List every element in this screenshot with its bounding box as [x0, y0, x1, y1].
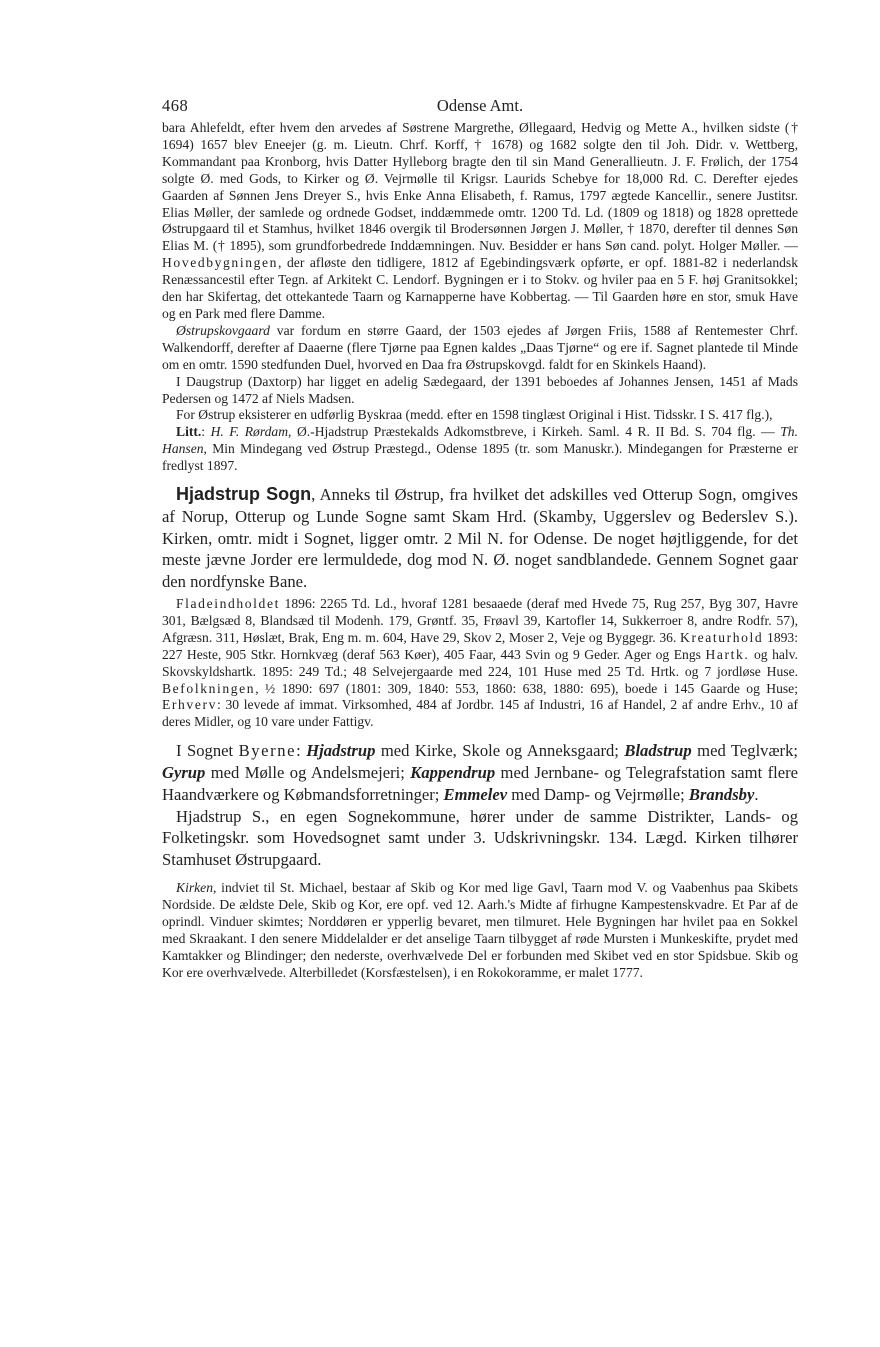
term-kreaturhold: Kreaturhold	[680, 629, 764, 645]
paragraph-administration: Hjadstrup S., en egen Sognekommune, hører under de samme Distrikter, Lands- og Folketingskr. som Hovedsognet samt under 3. Udskrivningskr. 134. Lægd. Kirken tilhører Stamhuset Østrupgaard.	[162, 806, 798, 870]
literature-author-2: Th. Hansen	[162, 424, 798, 457]
ostrupskovgaard-text: var fordum en større Gaard, der 1503 ejedes af Jørgen Friis, 1588 af Rentemester Chrf. Walkendorff, derefter af Daaerne (flere Tjørne paa Egnen kaldes „Daas Tjørne“ og ere if. Sagnet plantede til Minde om en omtr. 1590 stedfunden Duel, hvorved en Daa fra Østrupskovgd. faldt for en Skinkels Haand).	[162, 322, 798, 372]
literature-sep: :	[201, 424, 211, 440]
village-emmelev: Emmelev	[443, 784, 508, 804]
villages-text-4: med Jernbane- og Telegrafstation samt flere Haandværkere og Købmandsforretninger;	[162, 763, 798, 804]
term-ostrupskovgaard: Østrupskovgaard	[176, 322, 270, 338]
paragraph-church	[162, 880, 798, 981]
villages-text-3: med Mølle og Andelsmejeri;	[205, 763, 411, 783]
page-number: 468	[162, 96, 189, 115]
hjadstrup-sogn-text: , Anneks til Østrup, fra hvilket det adskilles ved Otterup Sogn, omgives af Norup, Otterup og Lunde Sogne samt Skam Hrd. (Skamby, Uggerslev og Bederslev S.). Kirken, omtr. midt i Sognet, ligger omtr. 2 Mil N. for Odense. De noget højtliggende, for det meste jævne Jorder ere lermuldede, dog mod N. Ø. noget sandblandede. Gennem Sognet gaar den nordfynske Bane.	[162, 485, 798, 592]
village-bladstrup: Bladstrup	[624, 741, 692, 761]
villages-text-1: med Kirke, Skole og Anneksgaard;	[375, 741, 625, 761]
term-hartk: Hartk.	[705, 646, 750, 662]
paragraph-ownership-history	[162, 120, 798, 323]
villages-intro: I Sognet	[176, 741, 239, 761]
paragraph-daugstrup: I Daugstrup (Daxtorp) har ligget en adelig Sædegaard, der 1391 beboedes af Johannes Jensen, 1451 af Mads Pedersen og 1472 af Niels Madsen.	[162, 373, 798, 406]
paragraph-ostrupskovgaard	[162, 323, 798, 374]
term-fladeindholdet: Fladeindholdet	[176, 596, 280, 612]
term-erhverv: Erhverv	[162, 697, 217, 713]
literature-text-2: , Min Mindegang ved Østrup Præstegd., Odense 1895 (tr. som Manuskr.). Mindegangen for Præsterne er fredlyst 1897.	[162, 441, 798, 474]
paragraph-statistics	[162, 596, 798, 731]
paragraph-villages	[162, 740, 798, 805]
villages-colon: :	[296, 741, 307, 761]
literature-text-1: , Ø.-Hjadstrup Præstekalds Adkomstbreve, i Kirkeh. Saml. 4 R. II Bd. S. 704 flg. —	[288, 424, 781, 440]
running-title: Odense Amt.	[436, 96, 524, 115]
term-byerne: Byerne	[238, 741, 297, 761]
term-kirken: Kirken	[176, 880, 213, 896]
villages-text-2: med Teglværk;	[691, 741, 798, 761]
section-heading: Hjadstrup Sogn	[176, 484, 312, 505]
statistics-text-2: 1893: 227 Heste, 905 Stkr. Hornkvæg (deraf 563 Køer), 405 Faar, 443 Svin og 9 Geder. Ager og Engs	[162, 629, 798, 662]
paragraph-literature	[162, 424, 798, 475]
village-brandsby: Brandsby	[688, 784, 755, 804]
statistics-text-1: 1896: 2265 Td. Ld., hvoraf 1281 besaaede (deraf med Hvede 75, Rug 257, Byg 307, Havre 301, Bælgsæd 8, Blandsæd til Modenh. 179, Grøntf. 35, Frøavl 39, Kartofler 14, Sukkerroer 8, andre Rodfr. 57), Afgræsn. 311, Høslæt, Brak, Eng m. m. 604, Have 29, Skov 2, Moser 2, Veje og Byggegr. 36.	[162, 596, 798, 645]
villages-text-5: med Damp- og Vejrmølle;	[507, 784, 689, 804]
statistics-text-3: og halv. Skovskyldshartk. 1895: 249 Td.; 48 Selvejergaarde med 224, 101 Huse med 25 Td. Hrtk. og 7 jordløse Huse.	[162, 646, 798, 679]
literature-author-1: H. F. Rørdam	[210, 424, 289, 440]
ownership-text: bara Ahlefeldt, efter hvem den arvedes af Søstrene Margrethe, Øllegaard, Hedvig og Mette A., hvilken sidste († 1694) 1657 blev Eneejer (g. m. Lieutn. Chrf. Korff, † 1678) og 1682 solgte den til Joh. Didr. v. Wettberg, Kommandant paa Kronborg, hvis Datter Hylleborg bragte den til sin Mand Generallieutn. J. F. Frølich, der 1754 solgte Ø. med Gods, to Kirker og Ø. Vejrmølle til Krigsr. Laurids Schebye for 18,000 Rd. C. Derefter ejedes Gaarden af Sønnen Jens Dreyer S., hvis Enke Anna Elisabeth, f. Ramus, 1797 ægtede Kancellir., senere Justitsr. Elias Møller, der samlede og ordnede Godset, inddæmmede omtr. 1200 Td. Ld. (1809 og 1818) og 1828 oprettede Østrupgaard til et Stamhus, hvilket 1846 overgik til Brodersønnen Jørgen J. Møller, † 1870, derefter til dennes Søn Elias M. († 1895), som grundforbedrede Inddæmningen. Nuv. Besidder er hans Søn cand. polyt. Holger Møller. —	[162, 120, 798, 254]
statistics-text-4: , ½ 1890: 697 (1801: 309, 1840: 553, 1860: 638, 1880: 695), boede i 145 Gaarde og Huse;	[255, 680, 798, 696]
village-hjadstrup: Hjadstrup	[306, 741, 376, 761]
page-header	[162, 96, 798, 120]
term-hovedbygningen: Hovedbygningen	[162, 255, 279, 271]
hovedbygning-text: , der afløste den tidligere, 1812 af Egebindingsværk opførte, er opf. 1881-82 i nederlandsk Renæssancestil efter Tegn. af Arkitekt C. Lendorf. Bygningen er i to Stokv. og hviler paa en 5 F. høj Granitsokkel; den har Skifertag, det ottekantede Taarn og Karnapperne have Kobbertag. — Til Gaarden høre en stor, smuk Have og en Park med flere Damme.	[162, 255, 798, 321]
church-text: , indviet til St. Michael, bestaar af Skib og Kor med lige Gavl, Taarn mod V. og Vaabenhus paa Skibets Nordside. De ældste Dele, Skib og Kor, ere opf. ved 12. Aarh.'s Midte af firhugne Kampestenskvadre. Et Par af de oprindl. Vinduer skimtes; Norddøren er ypperlig bevaret, men tilmuret. Hele Bygningen har hvilet paa en Sokkel med Skraakant. I den senere Middelalder er det anselige Taarn tilbygget af røde Mursten i Munkeskifte, prydet med Kamtakker og Blindinger; den nederste, overhvælvede Del er forbunden med Skibet ved en stor Spidsbue. Skib og Kor ere overhvælvede. Alterbilledet (Korsfæstelsen), i en Rokokoramme, er malet 1777.	[162, 880, 798, 980]
villages-end: .	[754, 784, 759, 804]
paragraph-hjadstrup-sogn	[162, 484, 798, 593]
village-gyrup: Gyrup	[162, 763, 206, 783]
literature-label: Litt.	[176, 424, 202, 440]
document-page	[162, 96, 798, 981]
village-kappendrup: Kappendrup	[410, 763, 496, 783]
term-befolkningen: Befolkningen	[162, 680, 256, 696]
statistics-text-5: : 30 levede af immat. Virksomhed, 484 af Jordbr. 145 af Industri, 16 af Handel, 2 af andre Erhv., 10 af deres Midler, og 10 vare under Fattigv.	[162, 697, 798, 730]
paragraph-byskraa: For Østrup eksisterer en udførlig Byskraa (medd. efter en 1598 tinglæst Original i Hist. Tidsskr. I S. 417 flg.),	[176, 407, 773, 423]
